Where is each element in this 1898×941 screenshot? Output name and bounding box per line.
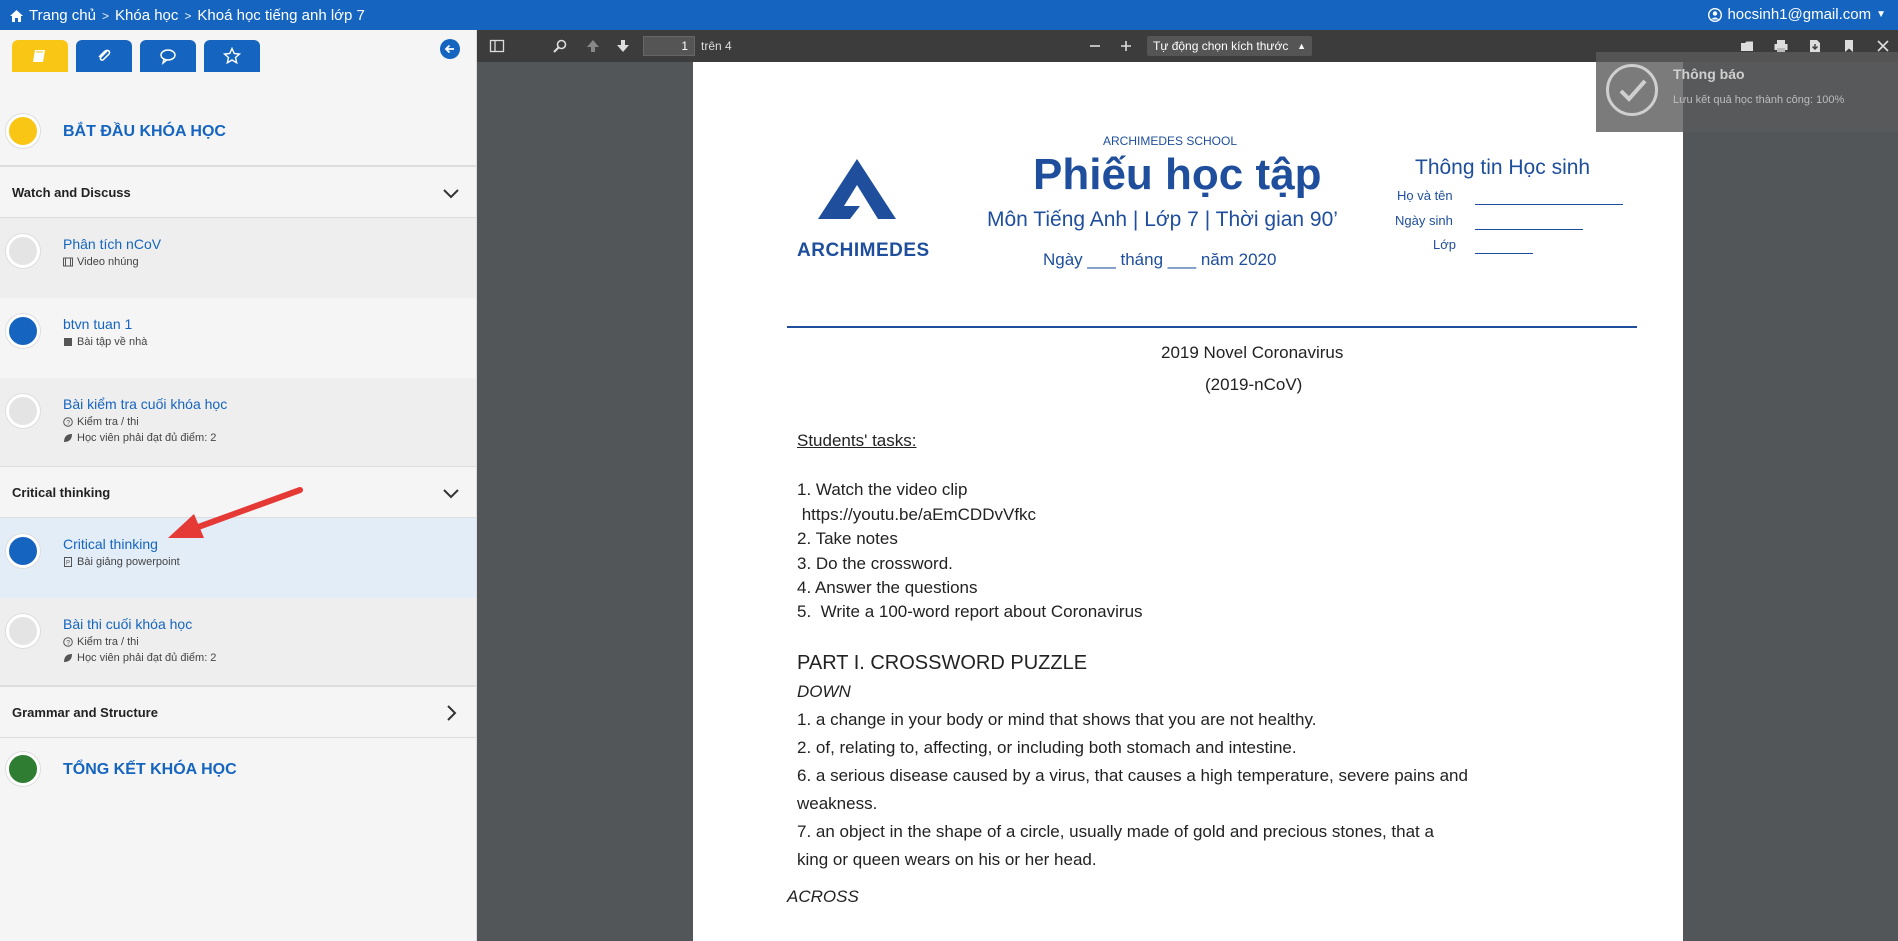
down-label: DOWN <box>797 682 851 701</box>
collapse-sidebar-button[interactable] <box>440 39 460 59</box>
user-menu[interactable] <box>1708 6 1886 23</box>
comment-icon <box>159 47 177 65</box>
task-line: 3. Do the crossword. <box>797 554 953 573</box>
file-powerpoint-icon <box>63 557 73 567</box>
status-dot <box>6 394 40 428</box>
page-number-input[interactable]: 1 <box>643 36 695 56</box>
home-icon <box>10 10 23 22</box>
svg-text:?: ? <box>66 420 71 427</box>
arrow-up-icon[interactable] <box>585 38 601 54</box>
task-line: 1. Watch the video clip <box>797 480 968 499</box>
field-dob-line <box>1475 229 1583 230</box>
status-dot <box>6 534 40 568</box>
clue-line: 7. an object in the shape of a circle, usually made of gold and precious stones, that a <box>797 822 1434 841</box>
chevron-down-icon <box>441 483 461 503</box>
question-icon <box>63 637 73 647</box>
status-dot <box>6 614 40 648</box>
chevron-down-icon <box>441 183 461 203</box>
paperclip-icon <box>95 47 113 65</box>
school-name: ARCHIMEDES SCHOOL <box>1103 134 1238 148</box>
clue-line: king or queen wears on his or her head. <box>797 850 1097 869</box>
pdf-page <box>693 62 1683 941</box>
top-bar <box>0 0 1898 30</box>
course-end-item[interactable] <box>0 738 477 808</box>
lesson-item-bai-kiem-tra[interactable] <box>0 378 477 466</box>
section-grammar-and-structure[interactable] <box>0 686 477 738</box>
course-sidebar <box>0 30 477 941</box>
archimedes-logo <box>798 157 916 237</box>
lesson-type <box>63 416 139 428</box>
select-arrows-icon: ▲ <box>1297 41 1306 51</box>
task-line: 4. Answer the questions <box>797 578 978 597</box>
breadcrumb-separator-icon: > <box>101 8 109 23</box>
task-line: 5. Write a 100-word report about Coronavirus <box>797 602 1143 621</box>
lesson-title: btvn tuan 1 <box>63 316 133 332</box>
arrow-left-icon <box>444 43 456 55</box>
book-icon <box>31 47 49 65</box>
section-label: Critical thinking <box>12 485 111 500</box>
clue-line: 2. of, relating to, affecting, or including both stomach and intestine. <box>797 738 1297 757</box>
logo-text: ARCHIMEDES <box>797 240 930 261</box>
zoom-in-icon[interactable] <box>1118 38 1134 54</box>
breadcrumb-separator-icon: > <box>184 8 192 23</box>
breadcrumb-current[interactable]: Khoá học tiếng anh lớp 7 <box>197 7 365 24</box>
task-link[interactable]: https://youtu.be/aEmCDDvVfkc <box>797 505 1037 524</box>
lesson-type-label: Kiểm tra / thi <box>77 416 139 428</box>
arrow-down-icon[interactable] <box>615 38 631 54</box>
document-title: Phiếu học tập <box>1033 150 1322 199</box>
across-label: ACROSS <box>787 887 859 906</box>
lesson-type <box>63 256 139 268</box>
page-total: trên 4 <box>701 39 732 53</box>
notification-title: Thông báo <box>1673 66 1745 82</box>
film-icon <box>63 257 73 267</box>
lesson-type-label: Video nhúng <box>77 256 139 268</box>
field-dob-label: Ngày sinh <box>1395 213 1453 228</box>
user-email: hocsinh1@gmail.com <box>1727 6 1872 23</box>
clue-line: weakness. <box>797 794 878 813</box>
leaf-icon <box>63 653 73 663</box>
lesson-requirement <box>63 652 216 664</box>
field-class-label: Lớp <box>1433 237 1456 252</box>
heading-2: (2019-nCoV) <box>1205 375 1303 394</box>
star-icon <box>223 47 241 65</box>
tab-comments[interactable] <box>140 40 196 72</box>
course-end-label: TỔNG KẾT KHÓA HỌC <box>63 761 237 778</box>
heading-1: 2019 Novel Coronavirus <box>1161 343 1344 362</box>
zoom-select-value: Tự động chọn kích thước <box>1153 39 1289 53</box>
task-line: 2. Take notes <box>797 529 898 548</box>
lesson-type-label: Bài giảng powerpoint <box>77 556 180 568</box>
breadcrumb-home[interactable]: Trang chủ <box>29 7 96 24</box>
check-circle-icon <box>1606 64 1658 116</box>
question-icon <box>63 417 73 427</box>
status-dot <box>6 752 40 786</box>
student-info-title: Thông tin Học sinh <box>1415 156 1591 179</box>
chevron-right-icon <box>441 703 461 723</box>
lesson-requirement <box>63 432 216 444</box>
document-subtitle: Môn Tiếng Anh | Lớp 7 | Thời gian 90’ <box>987 208 1338 231</box>
lesson-type-label: Bài tập về nhà <box>77 336 148 348</box>
document-date-line: Ngày ___ tháng ___ năm 2020 <box>1043 250 1277 269</box>
annotation-arrow-icon <box>160 482 310 544</box>
clue-line: 1. a change in your body or mind that shows that you are not healthy. <box>797 710 1317 729</box>
tasks-label: Students' tasks: <box>797 431 917 450</box>
course-start-label: BẮT ĐẦU KHÓA HỌC <box>63 123 226 140</box>
search-icon[interactable] <box>552 38 568 54</box>
field-class-line <box>1475 253 1533 254</box>
lesson-type <box>63 556 180 568</box>
sidebar-tabs <box>12 40 260 72</box>
lesson-requirement-label: Học viên phải đạt đủ điểm: 2 <box>77 432 217 444</box>
clue-line: 6. a serious disease caused by a virus, that causes a high temperature, severe pains and <box>797 766 1468 785</box>
lesson-item-phan-tich-ncov[interactable] <box>0 218 477 298</box>
user-icon <box>1708 8 1722 22</box>
caret-down-icon: ▼ <box>1876 9 1886 20</box>
section-watch-and-discuss[interactable] <box>0 166 477 218</box>
header-divider <box>787 326 1637 328</box>
lesson-type-label: Kiểm tra / thi <box>77 636 139 648</box>
breadcrumb-courses[interactable]: Khóa học <box>115 7 179 24</box>
tab-attachments[interactable] <box>76 40 132 72</box>
part-1-heading: PART I. CROSSWORD PUZZLE <box>797 652 1088 674</box>
notification-toast[interactable] <box>1596 52 1898 132</box>
lesson-item-bai-thi-cuoi[interactable] <box>0 598 477 686</box>
lesson-title: Bài kiểm tra cuối khóa học <box>63 396 228 412</box>
tab-lessons[interactable] <box>12 40 68 72</box>
course-start-item[interactable] <box>0 72 477 166</box>
lesson-item-btvn-tuan-1[interactable] <box>0 298 477 378</box>
status-dot <box>6 314 40 348</box>
zoom-select[interactable] <box>1147 36 1312 56</box>
tab-favorites[interactable] <box>204 40 260 72</box>
field-name-label: Họ và tên <box>1397 188 1453 203</box>
notification-message: Lưu kết quả học thành công: 100% <box>1673 94 1845 106</box>
lesson-requirement-label: Học viên phải đạt đủ điểm: 2 <box>77 652 217 664</box>
status-dot <box>6 234 40 268</box>
lesson-title: Critical thinking <box>63 536 158 552</box>
book-icon <box>63 337 73 347</box>
lesson-type <box>63 336 147 348</box>
svg-text:?: ? <box>66 640 71 647</box>
section-label: Watch and Discuss <box>12 185 131 200</box>
status-dot <box>6 114 40 148</box>
svg-text:P: P <box>66 560 71 567</box>
leaf-icon <box>63 433 73 443</box>
pdf-viewer <box>477 30 1898 941</box>
section-label: Grammar and Structure <box>12 705 158 720</box>
lesson-title: Bài thi cuối khóa học <box>63 616 193 632</box>
zoom-out-icon[interactable] <box>1087 38 1103 54</box>
lesson-title: Phân tích nCoV <box>63 236 162 252</box>
lesson-type <box>63 636 139 648</box>
breadcrumb <box>10 7 365 24</box>
field-name-line <box>1475 204 1623 205</box>
sidebar-toggle-icon[interactable] <box>489 38 505 54</box>
